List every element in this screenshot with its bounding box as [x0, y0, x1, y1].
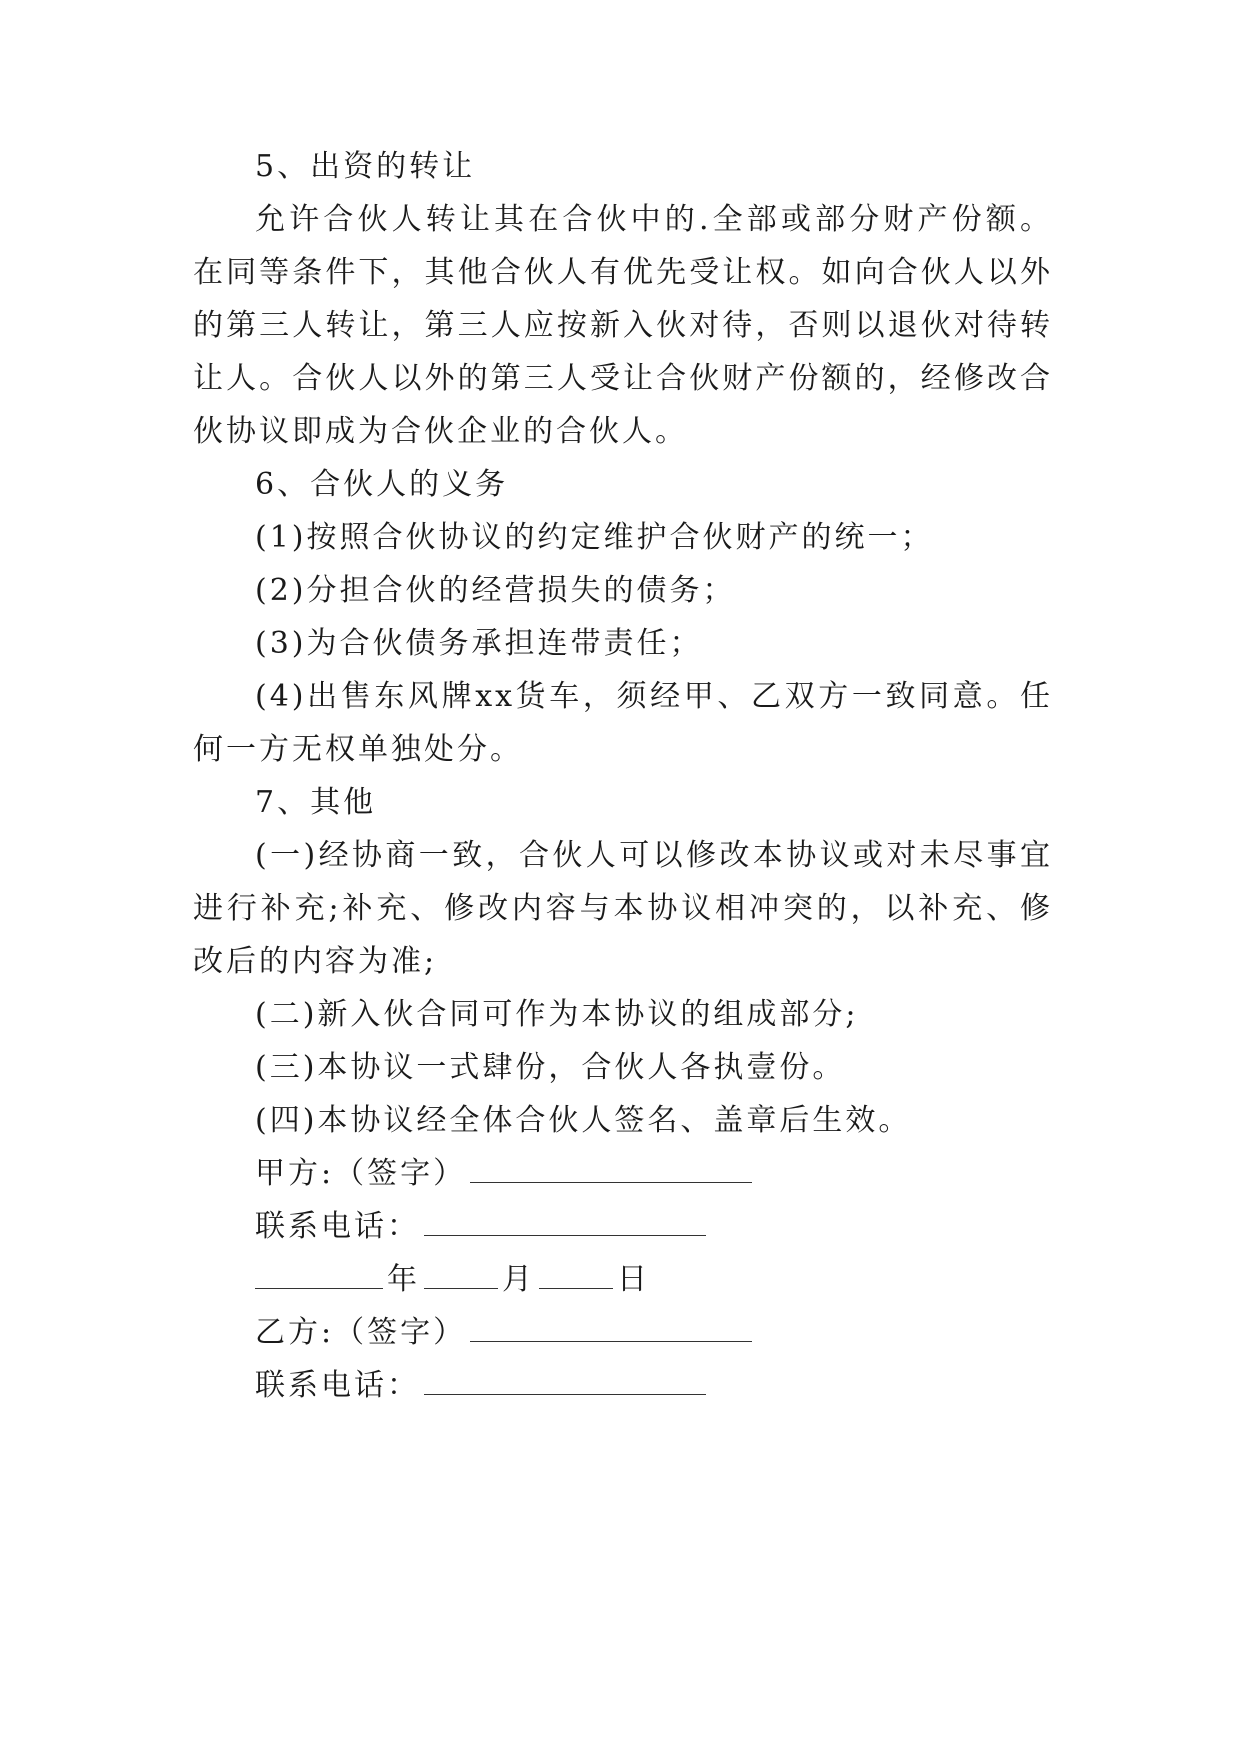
section-5-line-5: 伙协议即成为合伙企业的合伙人。: [193, 414, 688, 449]
section-6-item-1: (1)按照合伙协议的约定维护合伙财产的统一；: [255, 520, 934, 555]
month-label: 月: [502, 1262, 535, 1297]
section-5-line-4: 让人。合伙人以外的第三人受让合伙财产份额的，经修改合: [193, 361, 1053, 396]
section-6-item-2: (2)分担合伙的经营损失的债务；: [255, 573, 736, 608]
section-7-item-1-line-2: 进行补充;补充、修改内容与本协议相冲突的，以补充、修: [193, 891, 1053, 926]
section-7-item-1-line-1: (一)经协商一致，合伙人可以修改本协议或对未尽事宜: [255, 838, 1053, 873]
party-b-signature-row: [255, 1313, 1115, 1353]
day-label: 日: [617, 1262, 650, 1297]
section-6-heading: 6、合伙人的义务: [255, 467, 509, 502]
party-b-label: 乙方:（签字）: [255, 1315, 467, 1350]
year-label: 年: [387, 1262, 420, 1297]
party-b-phone-blank[interactable]: [424, 1366, 706, 1395]
section-6-item-3: (3)为合伙债务承担连带责任；: [255, 626, 703, 661]
year-blank[interactable]: [255, 1260, 383, 1289]
section-5-line-3: 的第三人转让，第三人应按新入伙对待，否则以退伙对待转: [193, 308, 1053, 343]
section-5-heading: 5、出资的转让: [255, 149, 476, 184]
section-6-item-4: (4)出售东风牌xx货车，须经甲、乙双方一致同意。任: [255, 679, 1053, 714]
section-5-line-2: 在同等条件下，其他合伙人有优先受让权。如向合伙人以外: [193, 255, 1053, 290]
section-7-item-2: (二)新入伙合同可作为本协议的组成部分;: [255, 997, 859, 1032]
section-5-line-1: 允许合伙人转让其在合伙中的.全部或部分财产份额。: [255, 202, 1053, 237]
month-blank[interactable]: [424, 1260, 498, 1289]
section-7-item-4: (四)本协议经全体合伙人签名、盖章后生效。: [255, 1103, 912, 1138]
section-7-item-1-line-3: 改后的内容为准;: [193, 944, 438, 979]
party-a-phone-label: 联系电话：: [255, 1209, 420, 1244]
party-a-signature-blank[interactable]: [470, 1154, 752, 1183]
party-a-signature-row: [255, 1154, 1115, 1194]
section-6-item-4-cont: 何一方无权单独处分。: [193, 732, 523, 767]
party-a-label: 甲方:（签字）: [255, 1156, 467, 1191]
section-7-heading: 7、其他: [255, 785, 377, 820]
section-7-item-3: (三)本协议一式肆份，合伙人各执壹份。: [255, 1050, 846, 1085]
party-a-phone-blank[interactable]: [424, 1207, 706, 1236]
date-row: [255, 1260, 1115, 1300]
party-b-phone-row: [255, 1366, 1115, 1406]
party-b-phone-label: 联系电话：: [255, 1368, 420, 1403]
party-a-phone-row: [255, 1207, 1115, 1247]
party-b-signature-blank[interactable]: [470, 1313, 752, 1342]
day-blank[interactable]: [539, 1260, 613, 1289]
